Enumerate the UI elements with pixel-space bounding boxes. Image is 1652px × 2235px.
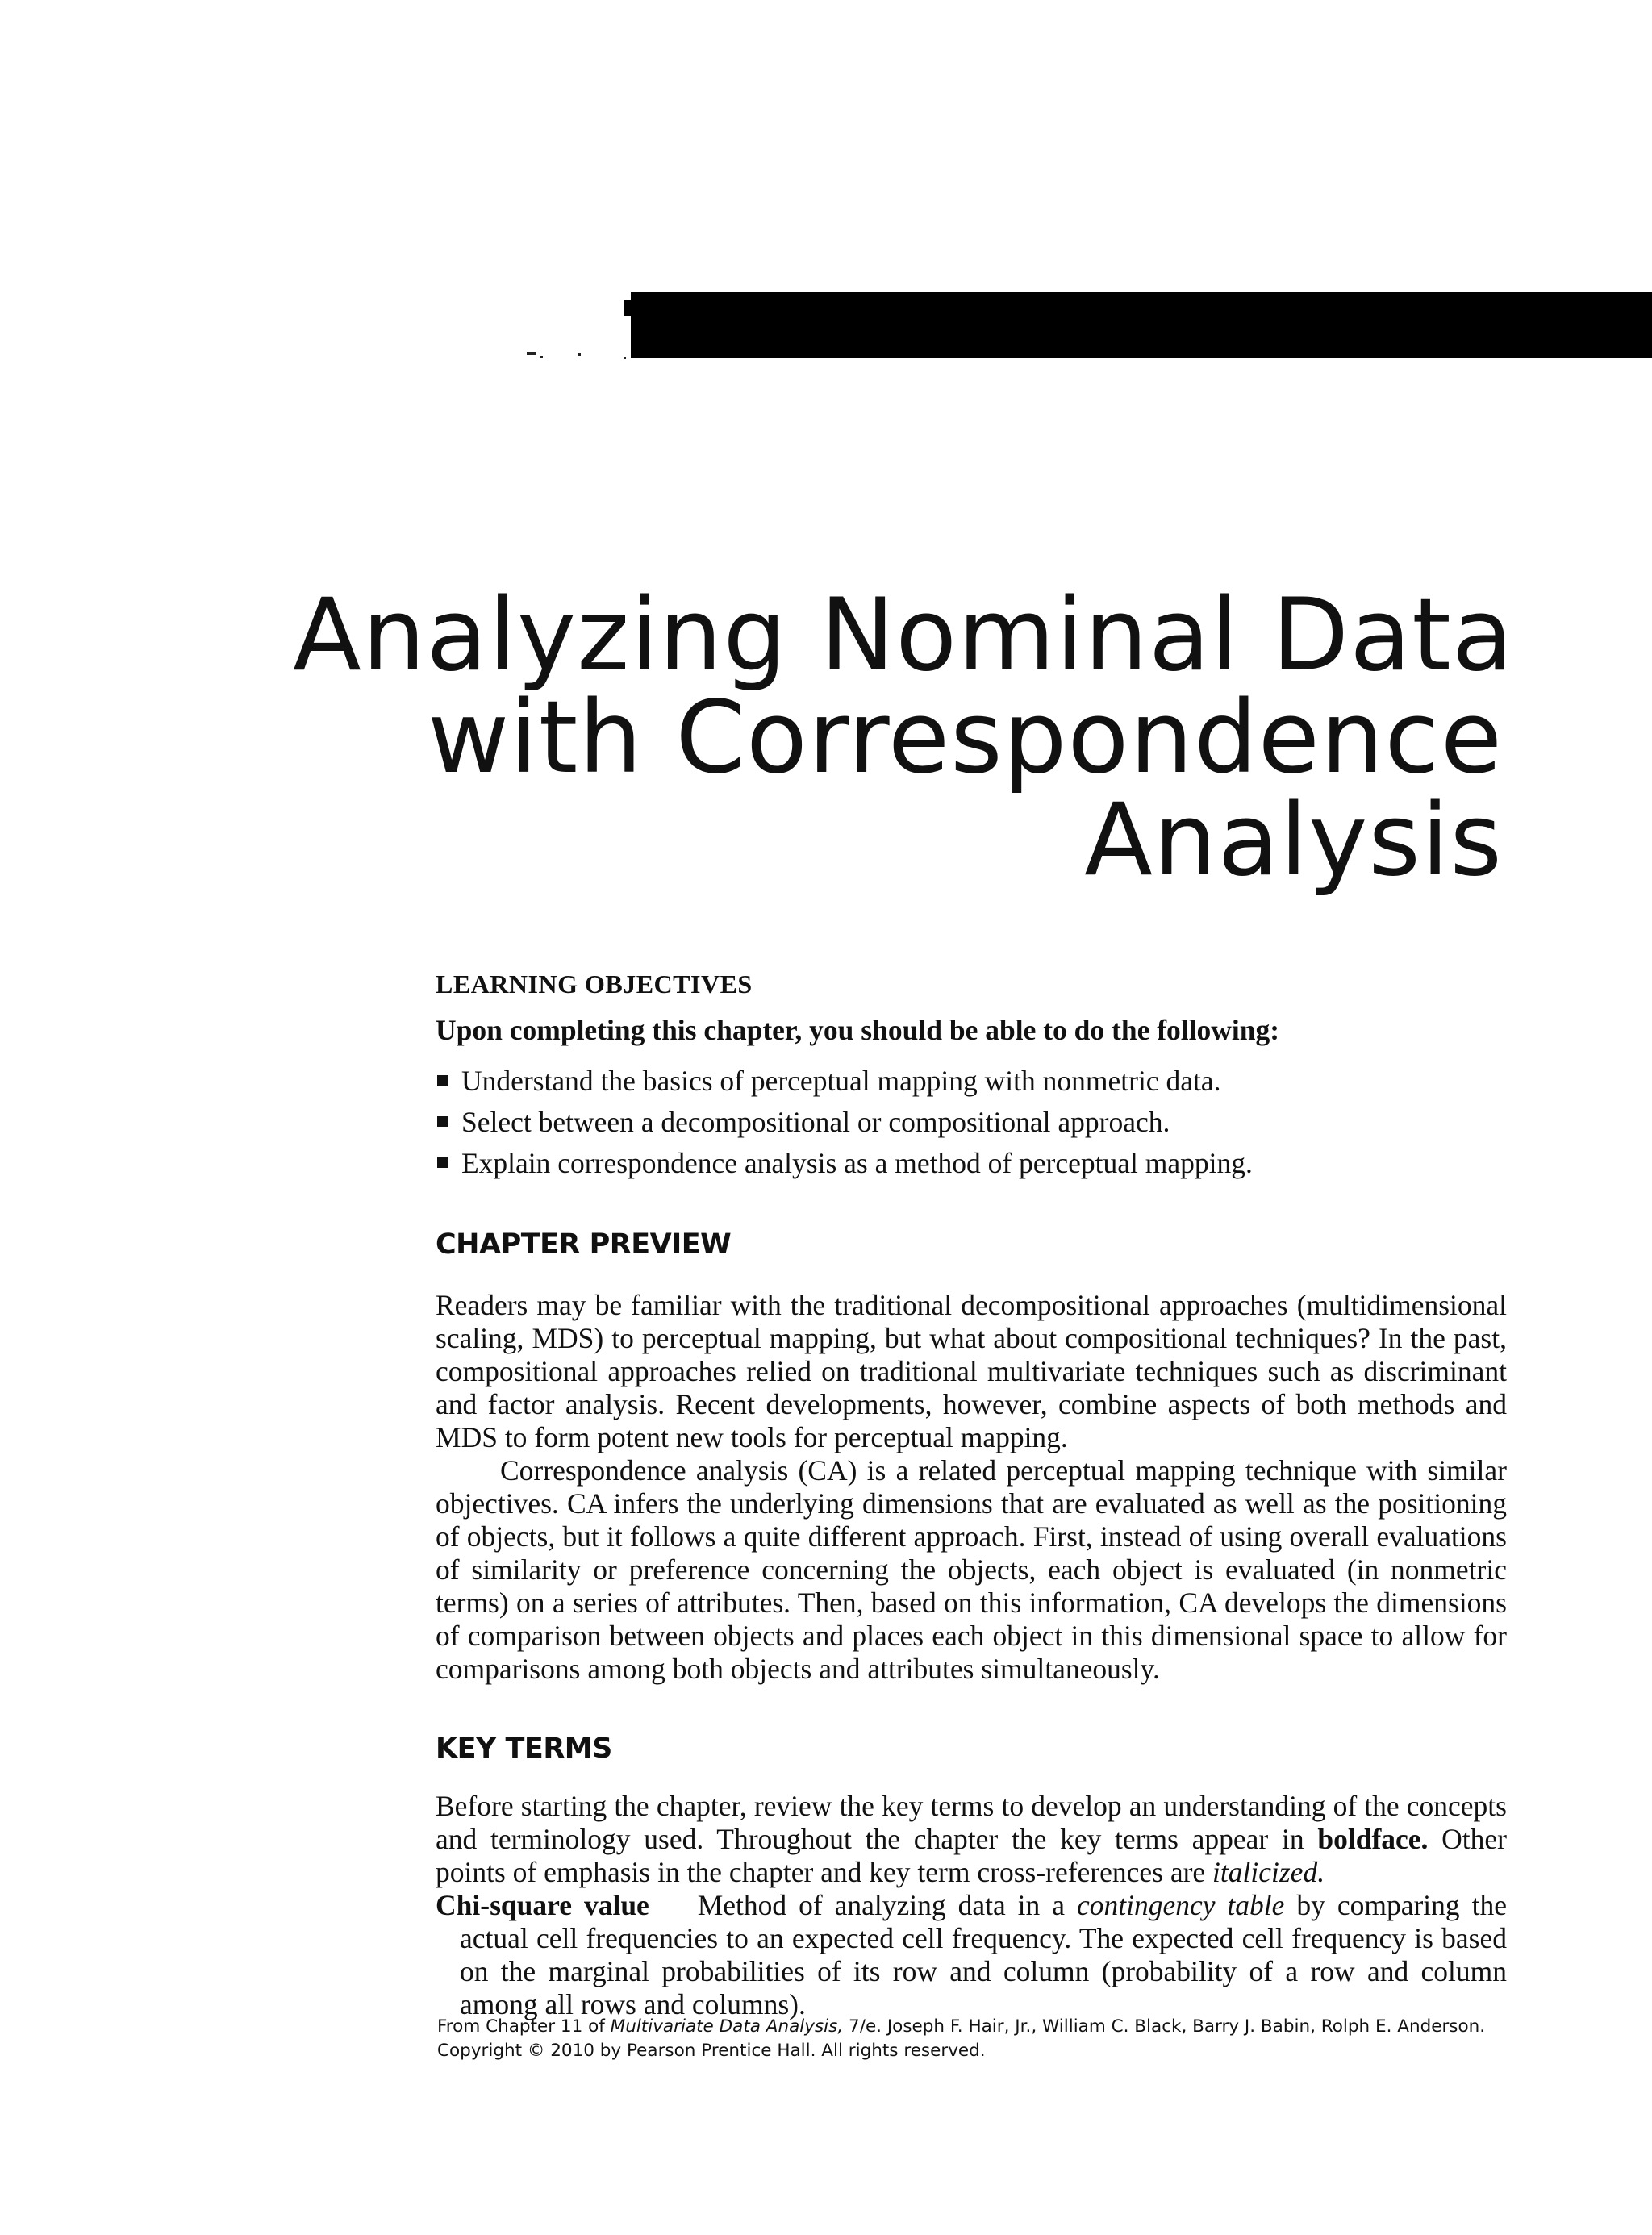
learning-objectives-intro: Upon completing this chapter, you should be able to do the following: <box>436 1014 1280 1046</box>
learning-objective-text: Select between a decompositional or compositional approach. <box>461 1106 1170 1138</box>
book-title: Multivariate Data Analysis, <box>610 2016 844 2037</box>
chapter-preview-heading: CHAPTER PREVIEW <box>436 1228 732 1261</box>
learning-objectives-list <box>436 1065 1507 1180</box>
key-term-definition: by comparing the actual cell frequencies to an expected cell frequency. The expected cell frequency is based on the marginal probabilities of its row and column (probability of a row and column among all rows and columns). <box>460 1889 1507 2020</box>
learning-objective-item <box>436 1147 1507 1180</box>
scan-speck <box>578 353 581 356</box>
chapter-title-line-3: Analysis <box>1084 782 1503 899</box>
page-body <box>436 968 1507 2021</box>
key-term-entry <box>436 1889 1507 2021</box>
chapter-header-band <box>631 292 1652 358</box>
key-term-name: Chi-square value <box>436 1889 649 1921</box>
chapter-title-line-2: with Correspondence <box>427 680 1503 796</box>
scan-speck <box>540 356 543 358</box>
key-terms-intro-text: Before starting the chapter, review the key terms to develop an understanding of the concepts and terminology used. Throughout the chapter the key terms appear in <box>436 1790 1507 1855</box>
chapter-title-line-1: Analyzing Nominal Data <box>293 578 1514 694</box>
key-term-crossref: contingency table <box>1076 1889 1285 1921</box>
chapter-title <box>293 578 1514 899</box>
learning-objective-text: Understand the basics of perceptual mapping with nonmetric data. <box>461 1065 1221 1097</box>
learning-objectives-heading: LEARNING OBJECTIVES <box>436 969 753 999</box>
key-term-definition: Method of analyzing data in a <box>697 1889 1077 1921</box>
key-terms-intro-text: Other points of emphasis in the chapter and key term cross-references are <box>436 1823 1507 1888</box>
citation-prefix: From Chapter 11 of <box>437 2016 611 2037</box>
square-bullet-icon <box>437 1116 448 1127</box>
square-bullet-icon <box>437 1075 448 1086</box>
key-terms-intro-bold: boldface. <box>1317 1823 1429 1855</box>
header-band-tick <box>624 300 632 316</box>
copyright-notice: Copyright © 2010 by Pearson Prentice Hall. All rights reserved. <box>437 2041 986 2061</box>
scan-speck <box>624 357 626 359</box>
chapter-preview-paragraph-2: Correspondence analysis (CA) is a related perceptual mapping technique with similar objectives. CA infers the underlying dimensions that are evaluated as well as the positioning of objects, but it follows a quite different approach. First, instead of using overall evaluations of similarity or preference concerning the objects, each object is evaluated (in nonmetric terms) on a series of attributes. Then, based on this information, CA develops the dimensions of comparison between objects and places each object in this dimensional space to allow for comparisons among both objects and attributes simultaneously. <box>436 1454 1507 1685</box>
scan-speck <box>527 352 536 355</box>
learning-objective-item <box>436 1106 1507 1139</box>
key-terms-intro <box>436 1790 1507 1889</box>
source-footer <box>437 2015 1518 2063</box>
source-citation <box>437 2015 1518 2039</box>
key-terms-heading: KEY TERMS <box>436 1733 612 1765</box>
chapter-preview-paragraph-1: Readers may be familiar with the traditional decompositional approaches (multidimensional scaling, MDS) to perceptual mapping, but what about compositional techniques? In the past, compositional approaches relied on traditional multivariate techniques such as discriminant and factor analysis. Recent developments, however, combine aspects of both methods and MDS to form potent new tools for perceptual mapping. <box>436 1289 1507 1453</box>
citation-suffix: 7/e. Joseph F. Hair, Jr., William C. Black, Barry J. Babin, Rolph E. Anderson. <box>843 2016 1486 2037</box>
square-bullet-icon <box>437 1157 448 1168</box>
learning-objective-text: Explain correspondence analysis as a method of perceptual mapping. <box>461 1147 1253 1179</box>
learning-objective-item <box>436 1065 1507 1098</box>
key-terms-intro-italic: italicized. <box>1212 1856 1325 1888</box>
